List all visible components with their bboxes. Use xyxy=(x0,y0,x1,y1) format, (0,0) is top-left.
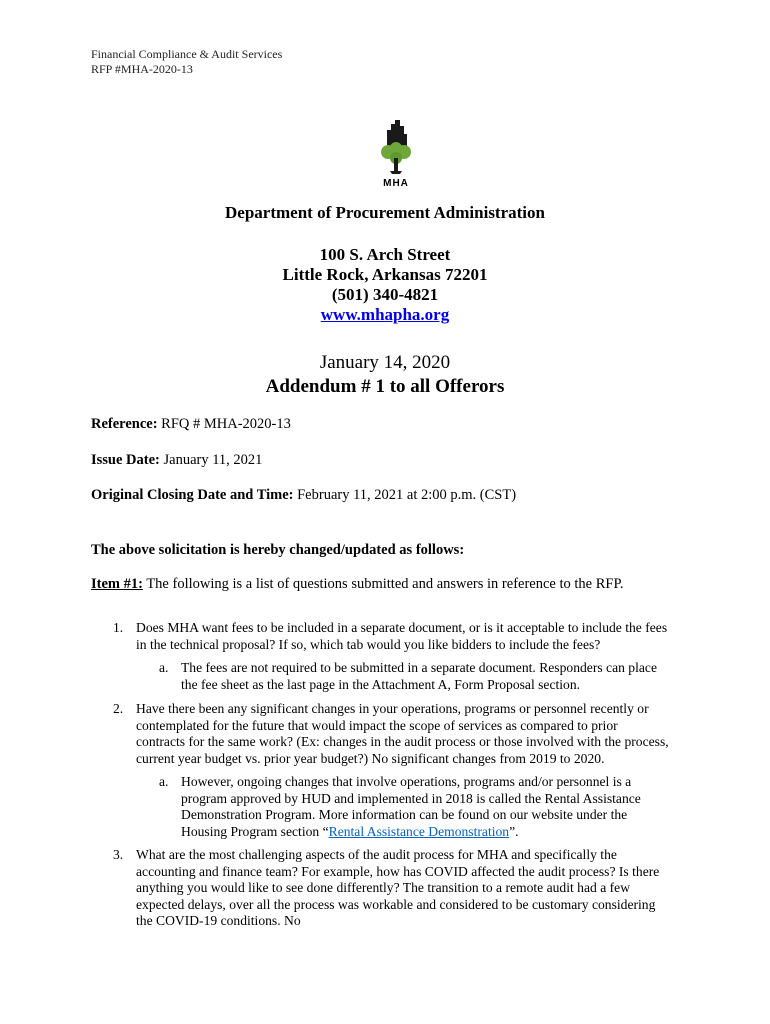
question-line: the COVID-19 conditions. No xyxy=(136,913,301,928)
closing-date-label: Original Closing Date and Time: xyxy=(91,487,294,503)
answer-line: The fees are not required to be submitted in a separate document. Responders can place xyxy=(181,660,657,675)
item-1-text: The following is a list of questions submitted and answers in reference to the RFP. xyxy=(142,576,624,592)
housing-program-prefix: Housing Program section “ xyxy=(181,823,329,839)
question-line: Have there been any significant changes in your operations, programs or personnel recently or xyxy=(136,701,649,716)
answer-2-text xyxy=(181,774,641,840)
answer-line: the fee sheet as the last page in the Attachment A, Form Proposal section. xyxy=(181,676,581,692)
item-1 xyxy=(91,576,624,593)
answer-line: However, ongoing changes that involve operations, programs and/or personnel is a xyxy=(181,774,632,789)
address-block xyxy=(0,245,770,325)
closing-date-value: February 11, 2021 at 2:00 p.m. (CST) xyxy=(293,487,517,503)
question-1-text xyxy=(136,620,667,653)
question-line: in the technical proposal? If so, which tab would you like bidders to include the fees? xyxy=(136,636,601,652)
address-phone: (501) 340-4821 xyxy=(331,285,439,304)
answer-1-text xyxy=(181,660,657,693)
issue-date-label: Issue Date: xyxy=(91,452,160,468)
question-3-text xyxy=(136,847,659,930)
reference-label: Reference: xyxy=(91,416,158,432)
question-line: contracts for the same work? (Ex: changes in the audit process or those involved with the process, xyxy=(136,734,669,749)
header-line-1: Financial Compliance & Audit Services xyxy=(91,47,283,61)
reference-value: RFQ # MHA-2020-13 xyxy=(157,416,291,432)
answer-2-label: a. xyxy=(159,774,169,789)
question-2-text xyxy=(136,701,669,767)
answer-line-last xyxy=(181,824,641,841)
header-line-2: RFP #MHA-2020-13 xyxy=(91,62,193,76)
document-header xyxy=(91,47,282,77)
question-line: current year budget vs. prior year budget?) No significant changes from 2019 to 2020. xyxy=(136,750,605,766)
document-date: January 14, 2020 xyxy=(319,352,451,373)
issue-date-value: January 11, 2021 xyxy=(159,452,263,468)
question-line: Does MHA want fees to be included in a separate document, or is it acceptable to include the fees xyxy=(136,620,668,635)
department-title: Department of Procurement Administration xyxy=(225,203,545,222)
question-line: anything you would like to see done differently? The transition to a remote audit had a few xyxy=(136,880,631,895)
logo-text: MHA xyxy=(383,178,409,189)
address-street: 100 S. Arch Street xyxy=(319,245,451,264)
addendum-title: Addendum # 1 to all Offerors xyxy=(265,376,505,397)
question-line: contemplated for the future that would impact the scope of services as compared to prior xyxy=(136,717,618,733)
answer-line: program approved by HUD and implemented in 2018 is called the Rental Assistance xyxy=(181,790,641,806)
closing-date-line xyxy=(91,487,516,504)
changes-heading: The above solicitation is hereby changed/updated as follows: xyxy=(91,542,465,558)
question-2-number: 2. xyxy=(113,701,124,716)
issue-date-line xyxy=(91,452,262,469)
answer-1-label: a. xyxy=(159,660,169,675)
question-line: expected delays, over all the process was workable and considered to be customary considering xyxy=(136,896,656,912)
answer-line: Demonstration Program. More information can be found on our website under the xyxy=(181,807,628,822)
question-line: accounting and finance team? For example, how has COVID affected the audit process? Is there xyxy=(136,863,660,879)
link-suffix: ”. xyxy=(509,823,519,839)
mha-logo xyxy=(376,118,416,193)
rental-assistance-link[interactable]: Rental Assistance Demonstration xyxy=(328,823,510,839)
website-link[interactable]: www.mhapha.org xyxy=(320,305,450,324)
question-line: What are the most challenging aspects of the audit process for MHA and specifically the xyxy=(136,847,617,862)
address-city: Little Rock, Arkansas 72201 xyxy=(282,265,488,284)
question-1-number: 1. xyxy=(113,620,124,635)
question-3-number: 3. xyxy=(113,847,124,862)
item-1-label: Item #1: xyxy=(91,576,143,592)
reference-line xyxy=(91,416,291,433)
